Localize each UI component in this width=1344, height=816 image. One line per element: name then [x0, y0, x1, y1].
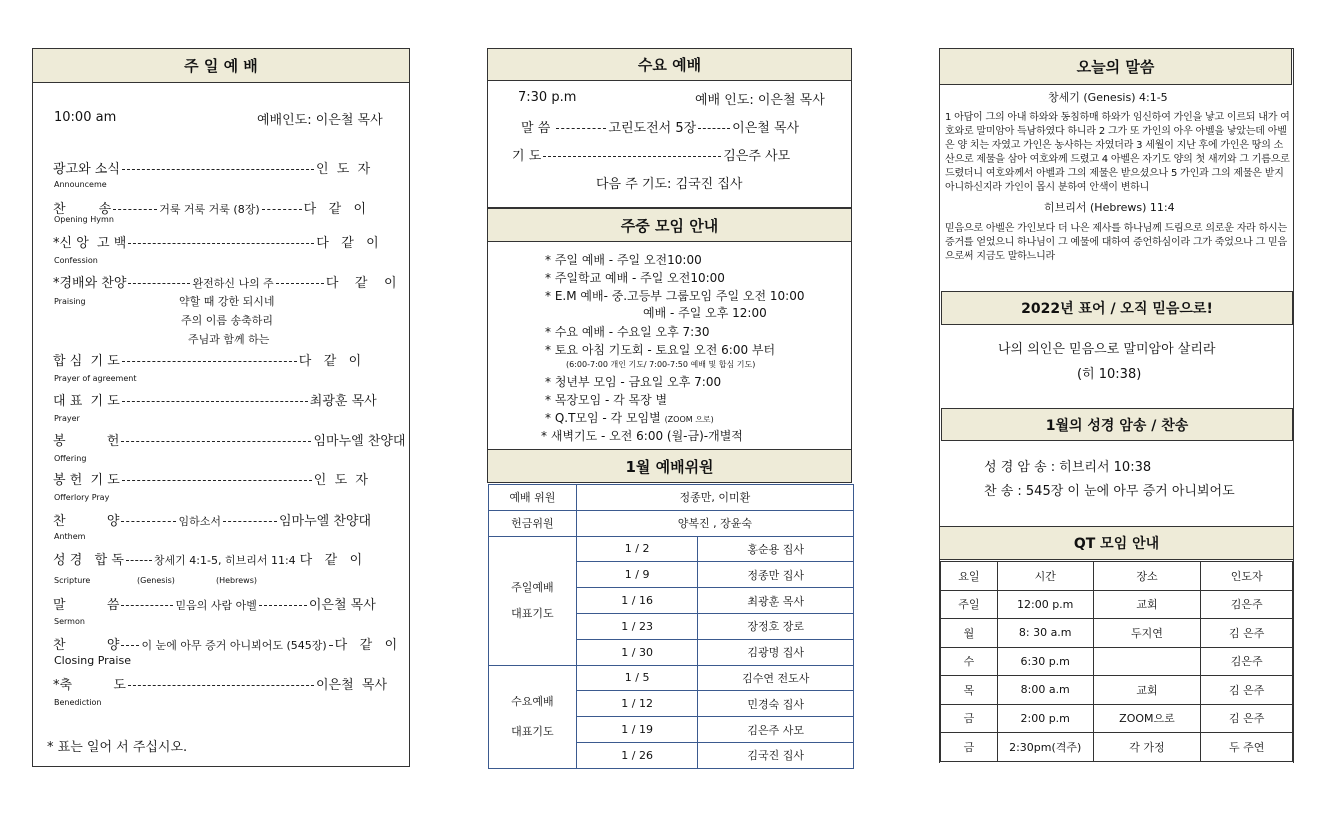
- date-cell: 1 / 9: [576, 562, 698, 588]
- weekly-item: * 새벽기도 - 오전 6:00 (월-금)-개별적: [541, 429, 743, 443]
- table-cell: 각 가정: [1093, 733, 1201, 762]
- leader-dots: [223, 521, 277, 522]
- table-cell: 두 주연: [1201, 733, 1293, 762]
- leader-dots: [122, 169, 314, 170]
- sermon-by: 이은철 목사: [732, 121, 800, 136]
- table-row: [489, 510, 854, 536]
- table-cell: 8: 30 a.m: [997, 619, 1093, 648]
- name-cell: 장정호 장로: [698, 613, 854, 639]
- weekly-meetings-title: 주중 모임 안내: [487, 208, 852, 242]
- service-item-leader: 이은철 목사: [308, 598, 376, 613]
- weekly-meetings-panel: [487, 207, 852, 450]
- name-cell: 홍순용 집사: [698, 536, 854, 562]
- table-row: [941, 647, 1293, 676]
- weekly-item: * 목장모임 - 각 목장 별: [545, 393, 668, 407]
- wednesday-sermon-row: [521, 117, 799, 136]
- date-cell: 1 / 5: [576, 665, 698, 691]
- scripture-ref-1: 창세기 (Genesis) 4:1-5: [1048, 91, 1168, 104]
- service-item-leader: 다 같 이: [325, 276, 397, 291]
- service-item-leader: 이은철 목사: [315, 678, 388, 693]
- leader-dots: [259, 605, 307, 606]
- leader-dots: [126, 560, 152, 561]
- table-cell: 6:30 p.m: [997, 647, 1093, 676]
- name-cell: 김은주 사모: [698, 717, 854, 743]
- table-cell: 교회: [1093, 676, 1201, 705]
- service-item-leader: 인 도 자: [313, 473, 368, 488]
- date-cell: 1 / 23: [576, 613, 698, 639]
- genesis-en: (Genesis): [137, 576, 175, 585]
- sunday-time: 10:00 am: [54, 110, 117, 125]
- leader-dots: [113, 209, 157, 210]
- prayer-by: 김은주 사모: [723, 149, 791, 164]
- table-row: [941, 676, 1293, 705]
- table-header-row: [941, 562, 1293, 591]
- memory-title: 1월의 성경 암송 / 찬송: [941, 408, 1293, 441]
- service-item-name: *신 앙 고 백: [53, 236, 127, 251]
- service-item-english: Prayer: [54, 414, 80, 423]
- table-cell: 8:00 a.m: [997, 676, 1093, 705]
- service-item-name: 봉 헌: [53, 434, 120, 449]
- weekly-qt-row: [545, 409, 714, 426]
- hebrews-en: (Hebrews): [216, 576, 258, 585]
- service-item-leader: 다 같 이: [298, 354, 362, 369]
- date-cell: 1 / 16: [576, 588, 698, 614]
- service-item: [53, 272, 397, 291]
- hymn-value: 545장 이 눈에 아무 증거 아니뵈어도: [1025, 484, 1235, 499]
- table-cell: 김 은주: [1201, 704, 1293, 733]
- table-cell: 김 은주: [1201, 619, 1293, 648]
- table-row: [941, 704, 1293, 733]
- name-cell: 최광훈 목사: [698, 588, 854, 614]
- sunday-worship-panel: [32, 48, 410, 767]
- service-item-leader: 다 같 이: [303, 202, 367, 217]
- leader-dots: [262, 209, 302, 210]
- leader-dots: [121, 645, 139, 646]
- service-item-leader: 최광훈 목사: [309, 394, 377, 409]
- date-cell: 1 / 30: [576, 639, 698, 665]
- date-cell: 1 / 19: [576, 717, 698, 743]
- service-item-name: 말 씀: [53, 598, 120, 613]
- service-item: [53, 634, 397, 653]
- service-item-english: Opening Hymn: [54, 215, 114, 224]
- leader-dots: [329, 645, 333, 646]
- qt-table: [940, 561, 1293, 762]
- weekly-item: 예배 - 주일 오후 12:00: [643, 306, 767, 320]
- service-item-english: Announceme: [54, 180, 107, 189]
- table-cell: 금: [941, 704, 998, 733]
- name-cell: 김국진 집사: [698, 742, 854, 768]
- service-item-name: 봉 헌 기 도: [53, 473, 120, 488]
- service-item-leader: 다 같 이: [334, 638, 398, 653]
- weekly-item-note: (6:00-7:00 개인 기도/ 7:00-7:50 예배 및 합심 기도): [566, 360, 756, 369]
- weekly-item: * 주일학교 예배 - 주일 오전10:00: [545, 271, 725, 285]
- service-item-name: *경배와 찬양: [53, 276, 127, 291]
- committee-title: 1월 예배위원: [487, 449, 852, 483]
- leader-dots: [122, 401, 308, 402]
- service-item-english: Prayer of agreement: [54, 374, 137, 383]
- praise-song: 약할 때 강한 되시네: [179, 295, 275, 308]
- leader-dots: [122, 361, 297, 362]
- table-row: [941, 619, 1293, 648]
- service-item: [53, 350, 361, 369]
- table-row: [941, 590, 1293, 619]
- service-item-name: 대 표 기 도: [53, 394, 120, 409]
- table-cell: 김은주: [1201, 590, 1293, 619]
- table-row: [489, 485, 854, 511]
- service-item-leader: 임마누엘 찬양대: [278, 514, 372, 529]
- leader-dots: [121, 441, 311, 442]
- service-item-english: Offering: [54, 454, 87, 463]
- committee-table: [488, 484, 854, 769]
- service-item: [53, 674, 387, 693]
- table-cell: 금: [941, 733, 998, 762]
- wednesday-worship-panel: [487, 48, 852, 208]
- table-cell: [1093, 647, 1201, 676]
- verse-value: 히브리서 10:38: [1059, 460, 1152, 475]
- service-item: [53, 158, 370, 177]
- table-cell: ZOOM으로: [1093, 704, 1201, 733]
- weekly-item: * 청년부 모임 - 금요일 오후 7:00: [545, 375, 722, 389]
- praise-song: 주님과 함께 하는: [188, 333, 270, 346]
- header-cell: 장소: [1093, 562, 1201, 591]
- service-item-english: Benediction: [54, 698, 102, 707]
- standing-note: * 표는 일어 서 주십시오.: [47, 740, 188, 755]
- service-item-english: Offerlory Pray: [54, 493, 110, 502]
- motto-line-2: (히 10:38): [1077, 367, 1142, 382]
- motto-title: 2022년 표어 / 오직 믿음으로!: [941, 291, 1293, 325]
- service-item-detail: 임하소서: [178, 515, 221, 528]
- service-item-leader: 인 도 자: [315, 162, 371, 177]
- sunday-prayer-label: 주일예배 대표기도: [489, 536, 577, 665]
- memory-hymn-row: [984, 480, 1235, 499]
- service-item-detail: 믿음의 사람 아벨: [175, 599, 257, 612]
- table-cell: 김은주: [1201, 647, 1293, 676]
- table-cell: 2:00 p.m: [997, 704, 1093, 733]
- table-cell: 목: [941, 676, 998, 705]
- offering-names: 양복진 , 장윤숙: [576, 510, 853, 536]
- sunday-leader: 예배인도: 이은철 목사: [257, 113, 383, 128]
- service-item-detail: 거룩 거룩 거룩 (8장): [159, 203, 260, 216]
- service-item: [53, 469, 368, 488]
- weekly-item: * E.M 예배- 중.고등부 그룹모임 주일 오전 10:00: [545, 289, 805, 303]
- date-cell: 1 / 2: [576, 536, 698, 562]
- service-item-name: 광고와 소식: [53, 162, 120, 177]
- service-item-name: 찬 송: [53, 202, 112, 217]
- wed-prayer-label: 수요예배 대표기도: [489, 665, 577, 768]
- service-item: [53, 390, 377, 409]
- service-item-english: Anthem: [54, 532, 86, 541]
- wednesday-time: 7:30 p.m: [518, 90, 577, 105]
- leader-dots: [128, 283, 190, 284]
- table-cell: 김 은주: [1201, 676, 1293, 705]
- leader-dots: [276, 283, 324, 284]
- worship-names: 정종만, 이미환: [576, 485, 853, 511]
- wednesday-leader: 예배 인도: 이은철 목사: [695, 93, 825, 108]
- service-item-english: Scripture: [54, 576, 91, 585]
- praise-song: 주의 이름 송축하리: [181, 314, 274, 327]
- service-item-english: Closing Praise: [54, 654, 131, 667]
- service-item-leader: 임마누엘 찬양대: [313, 434, 406, 449]
- service-item-english: Confession: [54, 256, 98, 265]
- table-cell: 수: [941, 647, 998, 676]
- service-item: [53, 232, 379, 251]
- word-panel: [939, 48, 1294, 763]
- word-title: 오늘의 말씀: [939, 48, 1292, 85]
- header-cell: 요일: [941, 562, 998, 591]
- next-prayer: 다음 주 기도: 김국진 집사: [596, 177, 743, 192]
- service-item: [53, 594, 376, 613]
- hymn-label: 찬 송 :: [984, 484, 1022, 499]
- scripture-text-1: 1 아담이 그의 아내 하와와 동침하매 하와가 임신하여 가인을 낳고 이르되 내가 여호와로 말미암아 득남하였다 하니라 2 그가 또 가인의 아우 아벨을 낳았는데 아벨은 양 치는 자였고 가인은 농사하는 자였더라 3 세월이 지난 후에 가인은 땅의 소산으로 제물을 삼아 여호와께 드렸고 4 아벨은 자기도 양의 첫 새끼와 그 기름으로 드렸더니 여호와께서 아벨과 그의 제물은 받으셨으나 5 가인과 그의 제물은 받지 아니하신지라 가인이 몹시 분하여 안색이 변하니: [945, 112, 1290, 193]
- motto-line-1: 나의 의인은 믿음으로 말미암아 살리라: [998, 342, 1216, 357]
- wednesday-worship-title: 수요 예배: [487, 48, 852, 81]
- leader-dots: [122, 480, 312, 481]
- leader-dots: [121, 605, 173, 606]
- weekly-item: * 수요 예배 - 수요일 오후 7:30: [545, 325, 710, 339]
- service-item-detail: 창세기 4:1-5, 히브리서 11:4: [153, 554, 296, 567]
- worship-label: 예배 위원: [489, 485, 577, 511]
- service-item: [53, 549, 362, 568]
- service-item-detail: 완전하신 나의 주: [192, 277, 274, 290]
- sermon-text: 고린도전서 5장: [608, 121, 697, 136]
- service-item-english: Sermon: [54, 617, 85, 626]
- name-cell: 민경숙 집사: [698, 691, 854, 717]
- service-item-name: *축 도: [53, 678, 126, 693]
- weekly-item: * 토요 아침 기도회 - 토요일 오전 6:00 부터: [545, 343, 776, 357]
- leader-dots: [128, 243, 314, 244]
- table-row: [489, 536, 854, 562]
- header-cell: 인도자: [1201, 562, 1293, 591]
- weekly-item: * 주일 예배 - 주일 오전10:00: [545, 253, 702, 267]
- service-item-name: 찬 양: [53, 638, 120, 653]
- date-cell: 1 / 12: [576, 691, 698, 717]
- table-cell: 2:30pm(격주): [997, 733, 1093, 762]
- service-item-name: 찬 양: [53, 514, 120, 529]
- weekly-item: * Q.T모임 - 각 모임별: [545, 411, 661, 425]
- verse-label: 성 경 암 송 :: [984, 460, 1056, 475]
- table-cell: 12:00 p.m: [997, 590, 1093, 619]
- table-cell: 주일: [941, 590, 998, 619]
- table-cell: 월: [941, 619, 998, 648]
- sermon-label: 말 씀: [521, 121, 551, 136]
- service-item-name: 성 경 합 독: [53, 553, 124, 568]
- service-item-english: Praising: [54, 297, 86, 306]
- service-item-leader: 다 같 이: [299, 553, 363, 568]
- service-item: [53, 430, 406, 449]
- service-item-detail: 이 눈에 아무 증거 아니뵈어도 (545장): [141, 639, 327, 652]
- service-item-name: 합 심 기 도: [53, 354, 120, 369]
- wednesday-prayer-row: [512, 145, 790, 164]
- offering-label: 헌금위원: [489, 510, 577, 536]
- memory-verse-row: [984, 456, 1151, 475]
- table-row: [489, 665, 854, 691]
- scripture-ref-2: 히브리서 (Hebrews) 11:4: [1044, 201, 1175, 214]
- table-row: [941, 733, 1293, 762]
- name-cell: 김광명 집사: [698, 639, 854, 665]
- table-cell: 두지연: [1093, 619, 1201, 648]
- table-cell: 교회: [1093, 590, 1201, 619]
- name-cell: 정종만 집사: [698, 562, 854, 588]
- date-cell: 1 / 26: [576, 742, 698, 768]
- scripture-text-2: 믿음으로 아벨은 가인보다 더 나은 제사를 하나님께 드림으로 의로운 자라 하시는 증거를 얻었으니 하나님이 그 예물에 대하여 증언하심이라 그가 죽었으나 그 믿음으로써 지금도 말하느니라: [945, 223, 1287, 262]
- header-cell: 시간: [997, 562, 1093, 591]
- sunday-worship-title: 주 일 예 배: [32, 48, 410, 83]
- qt-title: QT 모임 안내: [939, 526, 1294, 560]
- zoom-note: (ZOOM 으로): [664, 415, 714, 424]
- service-item-leader: 다 같 이: [316, 236, 379, 251]
- name-cell: 김수연 전도사: [698, 665, 854, 691]
- prayer-label: 기 도: [512, 149, 542, 164]
- service-item: [53, 510, 371, 529]
- leader-dots: [121, 521, 176, 522]
- leader-dots: [128, 685, 314, 686]
